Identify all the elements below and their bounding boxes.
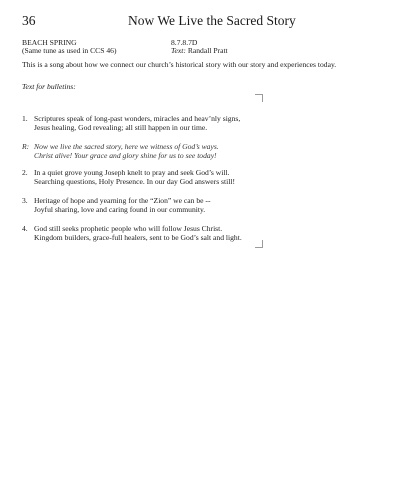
stanza-line: Scriptures speak of long-past wonders, miracles and heav’nly signs, xyxy=(34,114,241,123)
tune-note: (Same tune as used in CCS 46) xyxy=(22,46,117,55)
stanza-number: 2. xyxy=(22,168,28,177)
stanza-line: Kingdom builders, grace-full healers, sent to be God’s salt and light. xyxy=(34,233,242,242)
bulletin-label: Text for bulletins: xyxy=(22,82,76,91)
stanza-number: 1. xyxy=(22,114,28,123)
tune-name: BEACH SPRING xyxy=(22,38,77,47)
crop-mark-bottom xyxy=(255,240,263,248)
text-credit xyxy=(171,46,228,55)
text-credit-label: Text: xyxy=(171,46,186,55)
stanza-line: God still seeks prophetic people who will follow Jesus Christ. xyxy=(34,224,223,233)
stanza-line: Joyful sharing, love and caring found in our community. xyxy=(34,205,206,214)
refrain-line: Now we live the sacred story, here we witness of God’s ways. xyxy=(34,142,219,151)
page-title: Now We Live the Sacred Story xyxy=(128,13,296,28)
stanza-line: Jesus healing, God revealing; all still happen in our time. xyxy=(34,123,208,132)
stanza-number: 3. xyxy=(22,196,28,205)
stanza-number: 4. xyxy=(22,224,28,233)
song-description: This is a song about how we connect our church’s historical story with our story and experiences today. xyxy=(22,60,337,69)
text-author: Randall Pratt xyxy=(187,46,228,55)
crop-mark-top xyxy=(255,94,263,102)
stanza-line: Searching questions, Holy Presence. In our day God answers still! xyxy=(34,177,235,186)
refrain-marker: R: xyxy=(22,142,30,151)
stanza-line: In a quiet grove young Joseph knelt to pray and seek God’s will. xyxy=(34,168,230,177)
stanza-line: Heritage of hope and yearning for the “Zion” we can be -- xyxy=(34,196,211,205)
refrain-line: Christ alive! Your grace and glory shine for us to see today! xyxy=(34,151,217,160)
meter: 8.7.8.7D xyxy=(171,38,198,47)
page-number: 36 xyxy=(22,13,36,28)
